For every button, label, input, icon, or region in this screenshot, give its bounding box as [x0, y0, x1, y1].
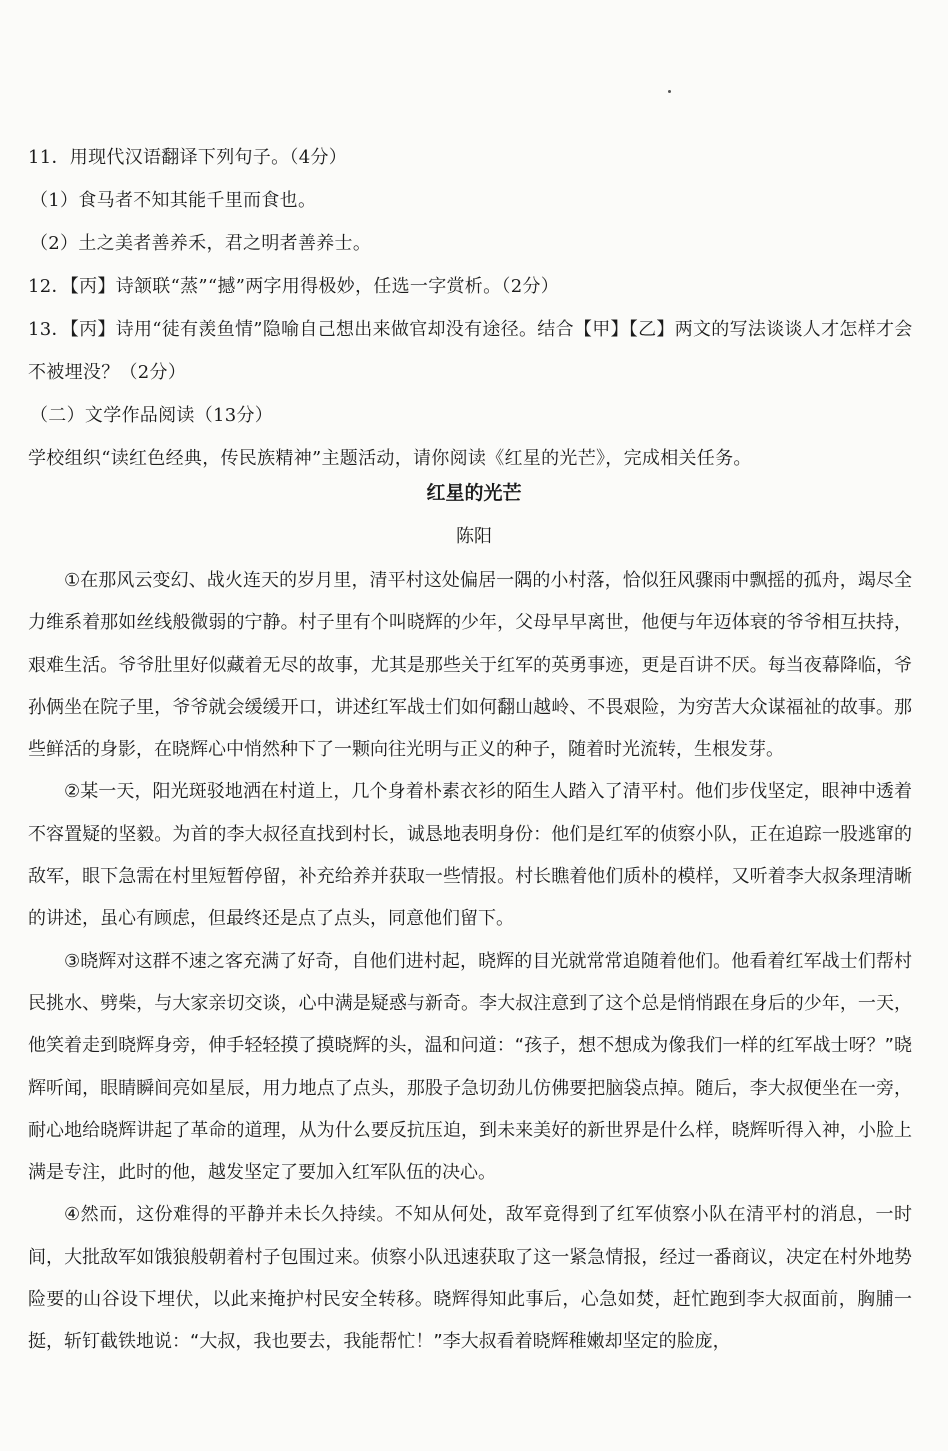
question-13: 13．【丙】诗用“徒有羡鱼情”隐喻自己想出来做官却没有途径。结合【甲】【乙】两文的写法谈谈人才怎样才会不被埋没？（2分）	[28, 319, 913, 383]
story-title: 红星的光芒	[426, 482, 522, 504]
question-12: 12．【丙】诗颔联“蒸”“撼”两字用得极妙，任选一字赏析。（2分）	[28, 276, 560, 297]
story-body	[28, 560, 912, 1364]
question-11-part-1: （1）食马者不知其能千里而食也。	[30, 190, 317, 211]
story-paragraph-4: ④然而，这份难得的平静并未长久持续。不知从何处，敌军竟得到了红军侦察小队在清平村的消息，一时间，大批敌军如饿狼般朝着村子包围过来。侦察小队迅速获取了这一紧急情报，经过一番商议，决定在村外地势险要的山谷设下埋伏，以此来掩护村民安全转移。晓辉得知此事后，心急如焚，赶忙跑到李大叔面前，胸脯一挺，斩钉截铁地说：“大叔，我也要去，我能帮忙！”李大叔看着晓辉稚嫩却坚定的脸庞，	[28, 1204, 912, 1353]
question-11: 11．用现代汉语翻译下列句子。（4分）	[28, 147, 348, 168]
story-paragraph-1: ①在那风云变幻、战火连天的岁月里，清平村这处偏居一隅的小村落，恰似狂风骤雨中飘摇的孤舟，竭尽全力维系着那如丝线般微弱的宁静。村子里有个叫晓辉的少年，父母早早离世，他便与年迈体衰的爷爷相互扶持，艰难生活。爷爷肚里好似藏着无尽的故事，尤其是那些关于红军的英勇事迹，更是百讲不厌。每当夜幕降临，爷孙俩坐在院子里，爷爷就会缓缓开口，讲述红军战士们如何翻山越岭、不畏艰险，为穷苦大众谋福祉的故事。那些鲜活的身影，在晓辉心中悄然种下了一颗向往光明与正义的种子，随着时光流转，生根发芽。	[28, 570, 912, 761]
story-author: 陈阳	[456, 526, 492, 547]
speck	[668, 90, 671, 93]
section-intro: 学校组织“读红色经典，传民族精神”主题活动，请你阅读《红星的光芒》，完成相关任务。	[28, 448, 752, 469]
question-list	[28, 136, 918, 480]
story-paragraph-3: ③晓辉对这群不速之客充满了好奇，自他们进村起，晓辉的目光就常常追随着他们。他看着红军战士们帮村民挑水、劈柴，与大家亲切交谈，心中满是疑惑与新奇。李大叔注意到了这个总是悄悄跟在身后的少年，一天，他笑着走到晓辉身旁，伸手轻轻摸了摸晓辉的头，温和问道：“孩子，想不想成为像我们一样的红军战士呀？”晓辉听闻，眼睛瞬间亮如星辰，用力地点了点头，那股子急切劲儿仿佛要把脑袋点掉。随后，李大叔便坐在一旁，耐心地给晓辉讲起了革命的道理，从为什么要反抗压迫，到未来美好的新世界是什么样，晓辉听得入神，小脸上满是专注，此时的他，越发坚定了要加入红军队伍的决心。	[28, 950, 912, 1184]
section-heading: （二）文学作品阅读（13分）	[30, 405, 274, 426]
story-paragraph-2: ②某一天，阳光斑驳地洒在村道上，几个身着朴素衣衫的陌生人踏入了清平村。他们步伐坚定，眼神中透着不容置疑的坚毅。为首的李大叔径直找到村长，诚恳地表明身份：他们是红军的侦察小队，正在追踪一股逃窜的敌军，眼下急需在村里短暂停留，补充给养并获取一些情报。村长瞧着他们质朴的模样，又听着李大叔条理清晰的讲述，虽心有顾虑，但最终还是点了点头，同意他们留下。	[28, 781, 912, 930]
question-11-part-2: （2）土之美者善养禾，君之明者善养士。	[30, 233, 372, 254]
